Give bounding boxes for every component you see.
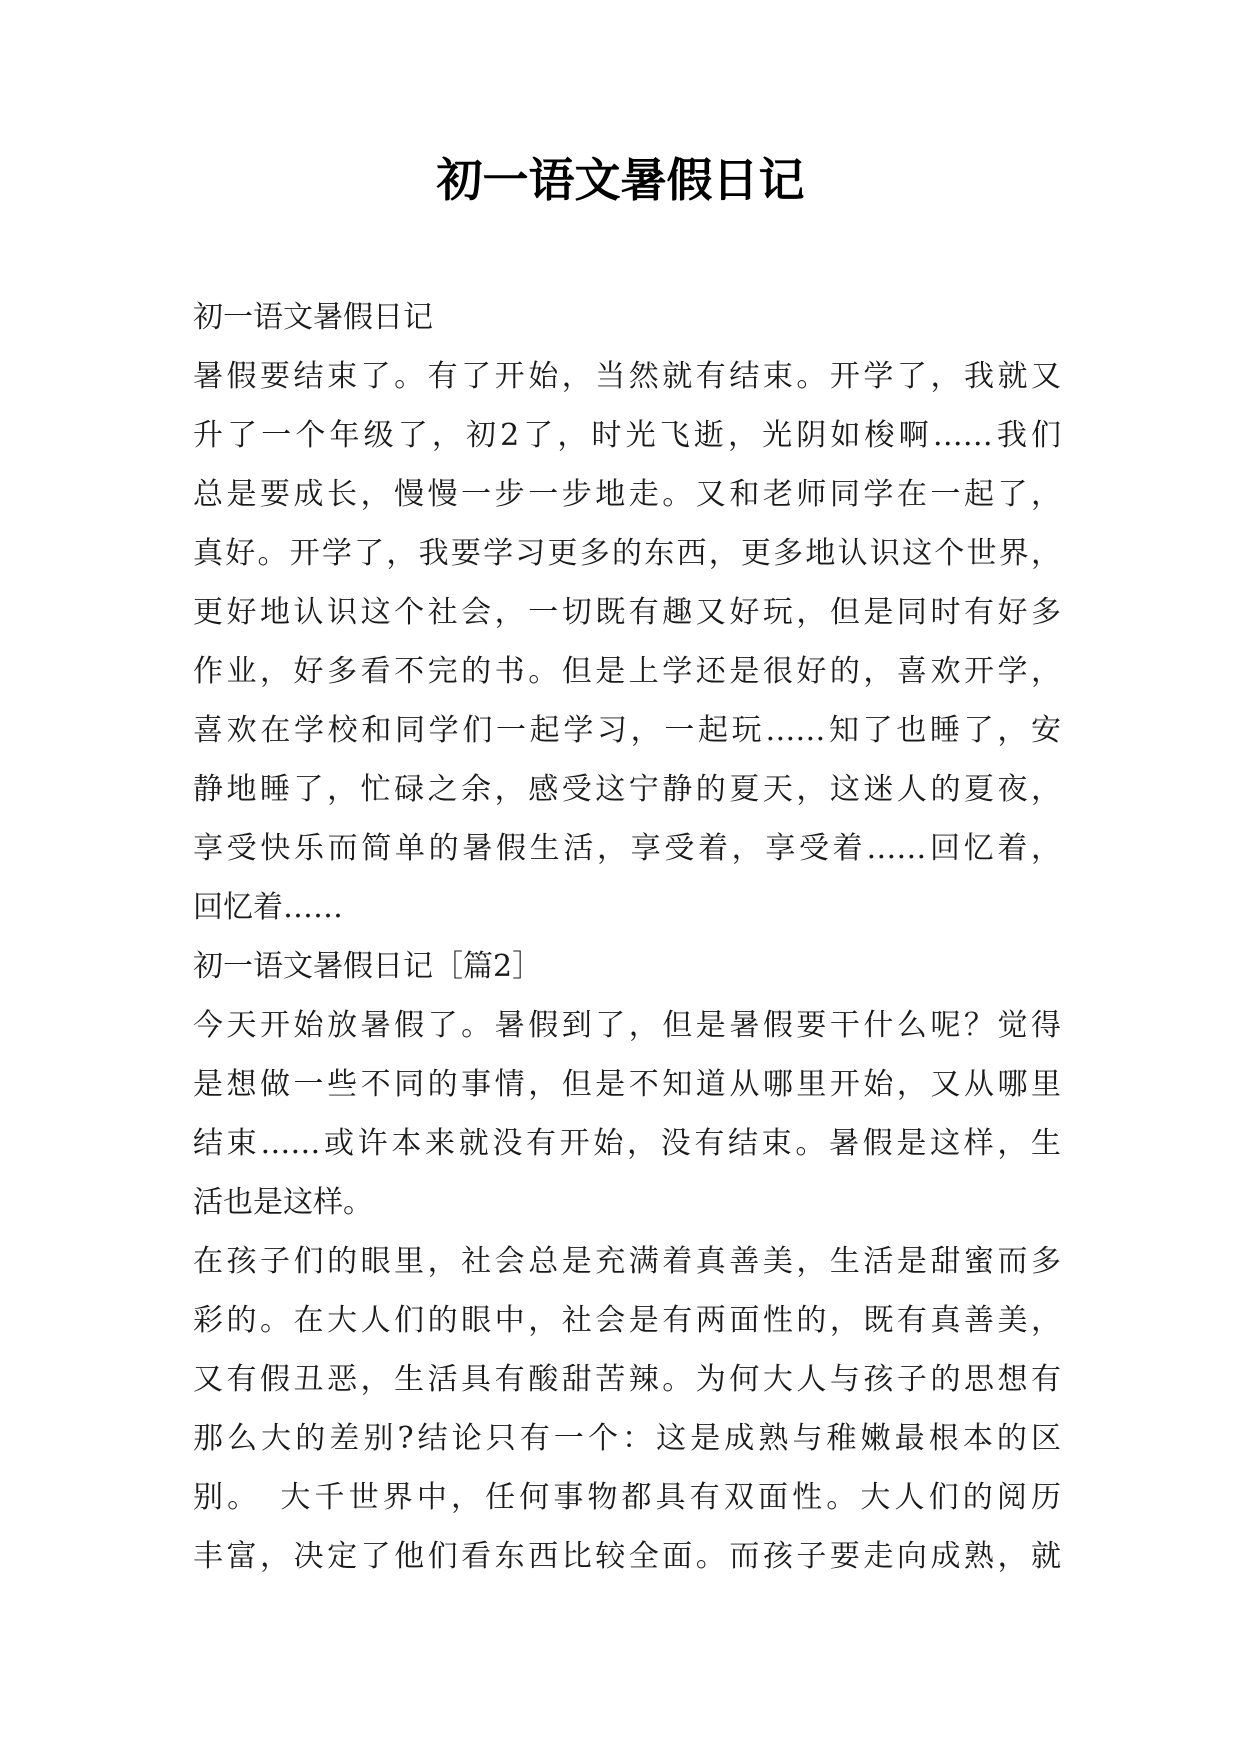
- text-line: 喜欢在学校和同学们一起学习，一起玩……知了也睡了，安: [193, 713, 1061, 748]
- text-line: 享受快乐而简单的暑假生活，享受着，享受着……回忆着，: [193, 831, 1061, 866]
- text-line: 初一语文暑假日记: [193, 300, 433, 335]
- text-line: 彩的。在大人们的眼中，社会是有两面性的，既有真善美，: [193, 1303, 1061, 1338]
- text-line: 结束……或许本来就没有开始，没有结束。暑假是这样，生: [193, 1126, 1061, 1161]
- text-line: 初一语文暑假日记［篇2］: [193, 949, 543, 984]
- document-body: [193, 288, 1061, 1586]
- text-line: 静地睡了，忙碌之余，感受这宁静的夏天，这迷人的夏夜，: [193, 772, 1061, 807]
- text-line: 在孩子们的眼里，社会总是充满着真善美，生活是甜蜜而多: [193, 1244, 1061, 1279]
- text-line: 总是要成长，慢慢一步一步地走。又和老师同学在一起了，: [193, 477, 1061, 512]
- text-line: 作业，好多看不完的书。但是上学还是很好的，喜欢开学，: [193, 654, 1061, 689]
- text-line: 今天开始放暑假了。暑假到了，但是暑假要干什么呢？觉得: [193, 1008, 1061, 1043]
- text-line: 那么大的差别?结论只有一个：这是成熟与稚嫩最根本的区: [193, 1421, 1061, 1456]
- text-line: 更好地认识这个社会，一切既有趣又好玩，但是同时有好多: [193, 595, 1061, 630]
- text-line: 丰富，决定了他们看东西比较全面。而孩子要走向成熟，就: [193, 1539, 1061, 1574]
- text-line: 活也是这样。: [193, 1185, 373, 1220]
- text-line: 暑假要结束了。有了开始，当然就有结束。开学了，我就又: [193, 359, 1061, 394]
- text-line: 又有假丑恶，生活具有酸甜苦辣。为何大人与孩子的思想有: [193, 1362, 1061, 1397]
- text-line: 真好。开学了，我要学习更多的东西，更多地认识这个世界，: [193, 536, 1061, 571]
- text-line: 回忆着……: [193, 890, 343, 925]
- text-line: 别。 大千世界中，任何事物都具有双面性。大人们的阅历: [193, 1480, 1061, 1515]
- document-title: 初一语文暑假日记: [436, 153, 805, 207]
- text-line: 是想做一些不同的事情，但是不知道从哪里开始，又从哪里: [193, 1067, 1061, 1102]
- text-line: 升了一个年级了，初2了，时光飞逝，光阴如梭啊……我们: [193, 418, 1061, 453]
